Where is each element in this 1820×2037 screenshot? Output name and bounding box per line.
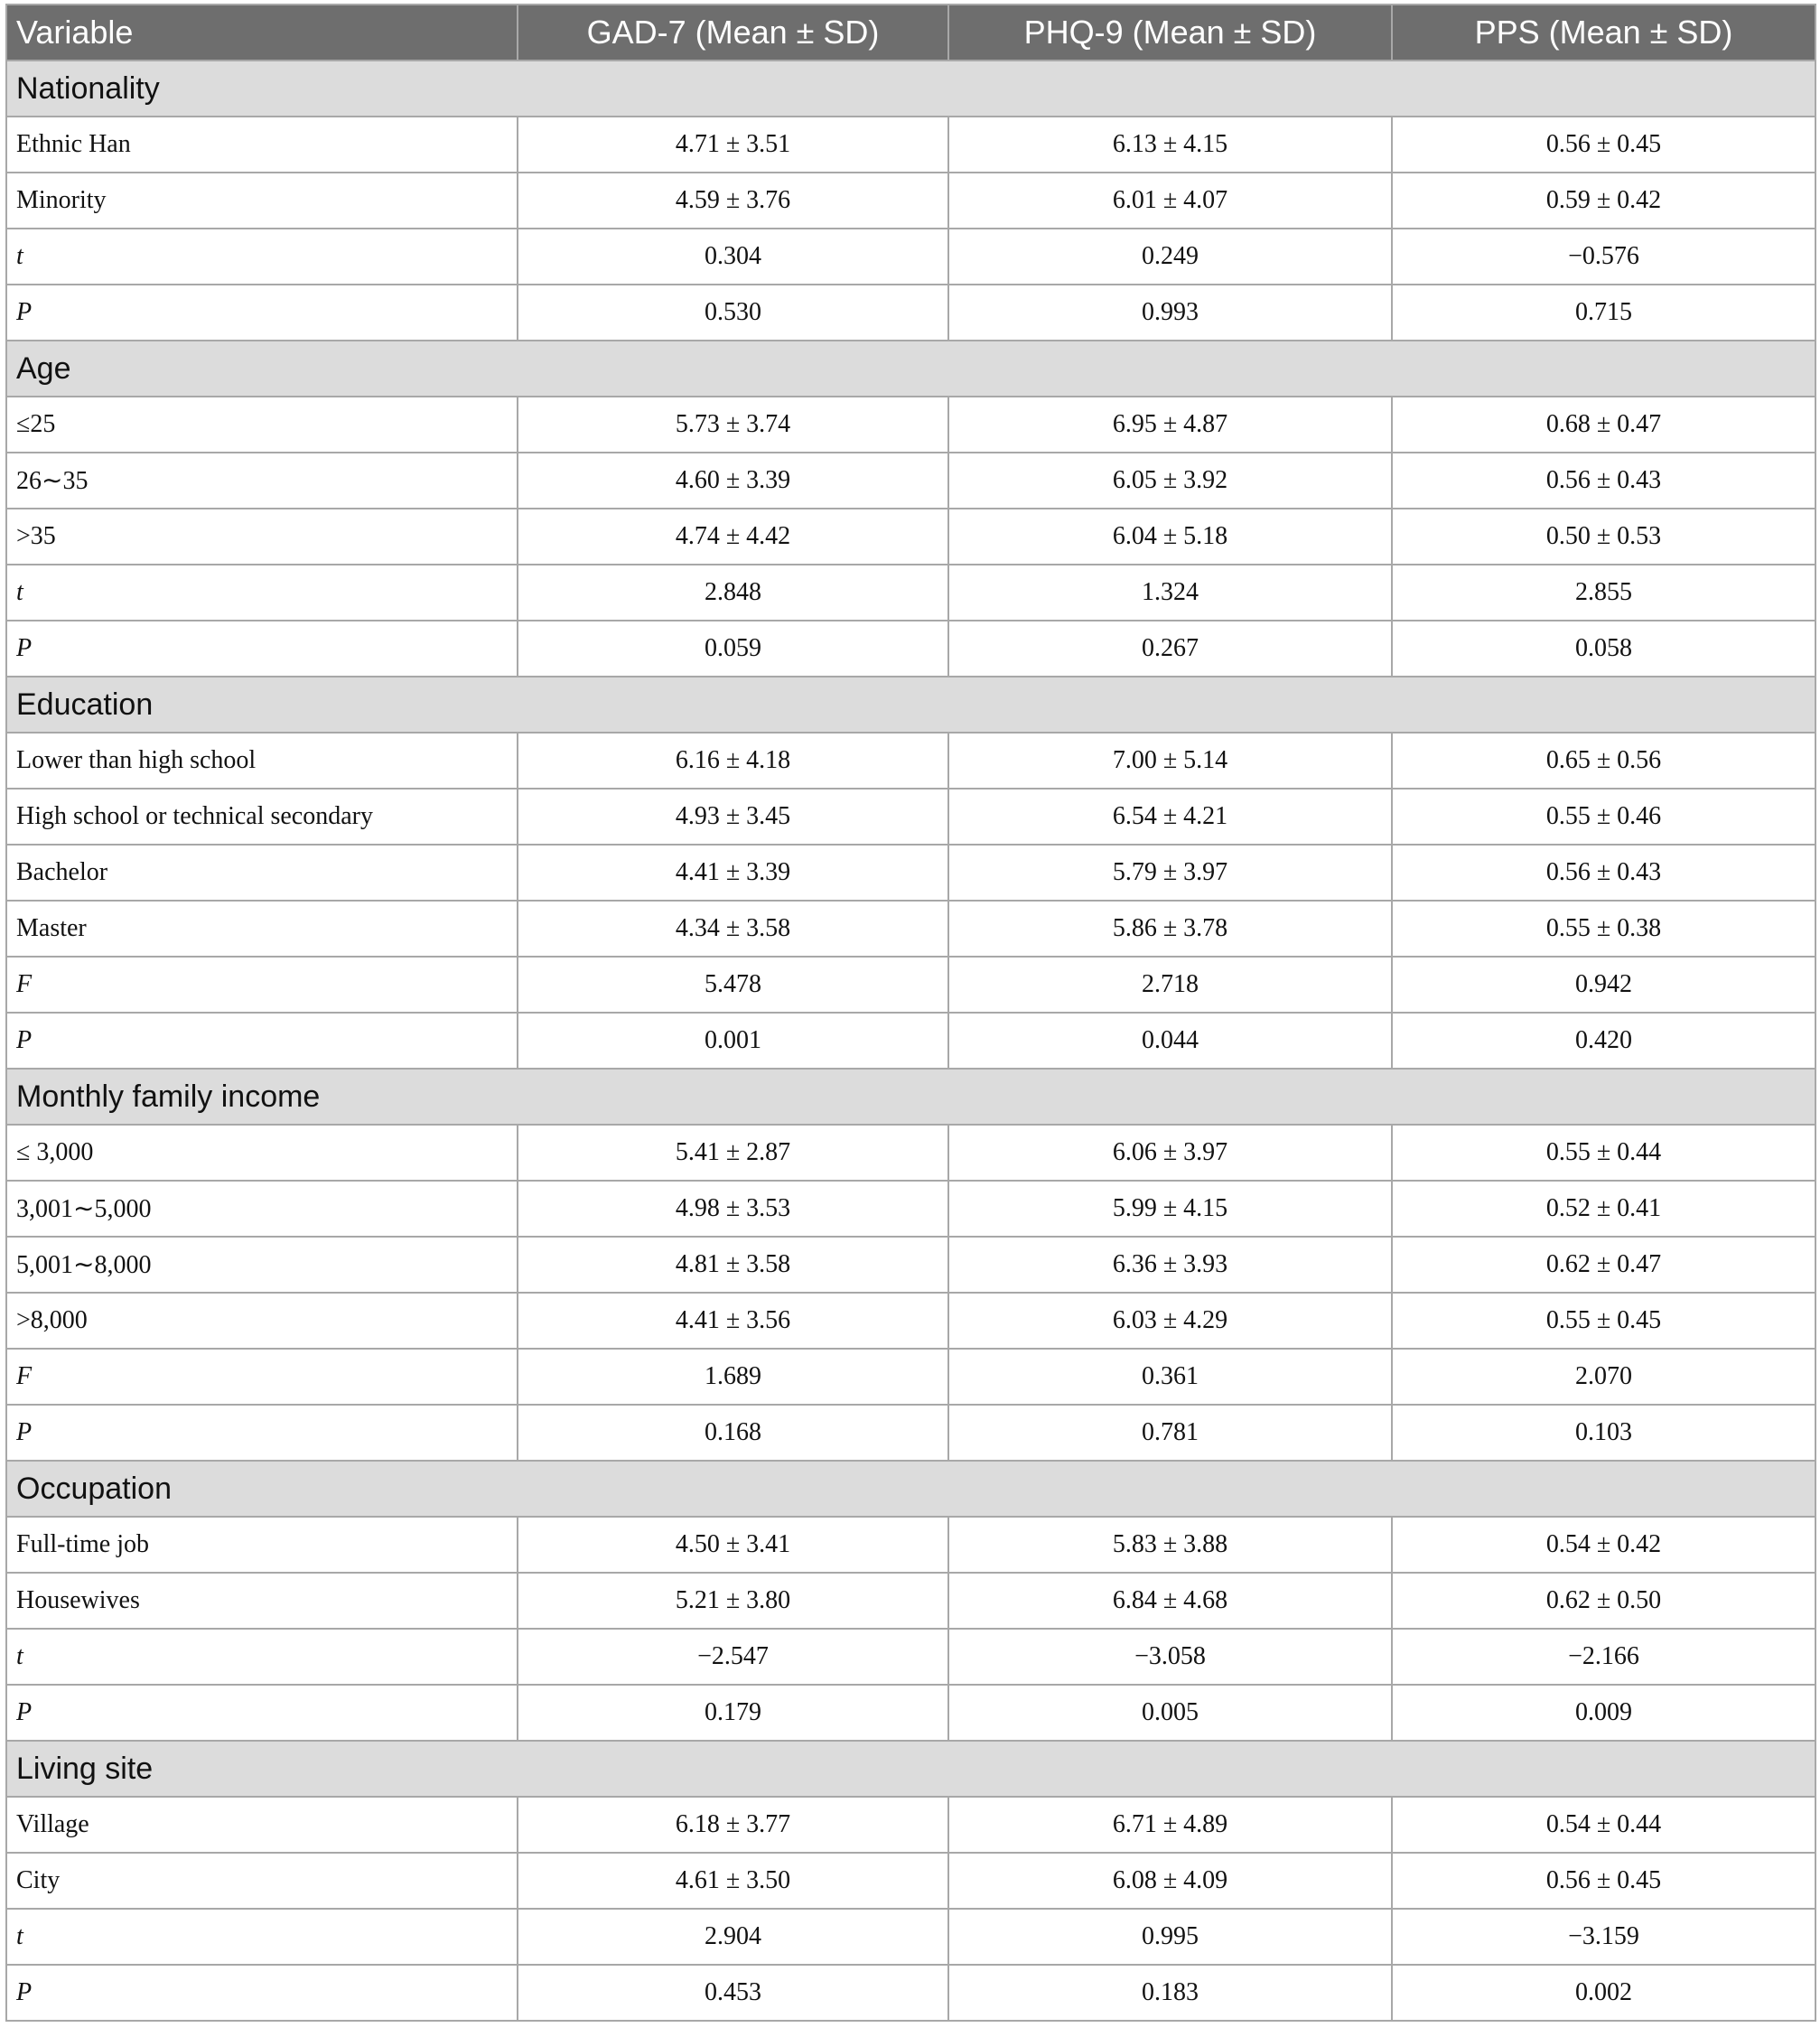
section-title: Living site bbox=[6, 1741, 1815, 1797]
row-label: Village bbox=[6, 1797, 518, 1853]
gad7-value: 4.41 ± 3.39 bbox=[518, 845, 948, 901]
gad7-value: 0.530 bbox=[518, 285, 948, 341]
phq9-value: 6.95 ± 4.87 bbox=[948, 397, 1392, 453]
table-row bbox=[6, 1909, 1815, 1965]
pps-value: 0.54 ± 0.44 bbox=[1392, 1797, 1815, 1853]
phq9-value: 0.183 bbox=[948, 1965, 1392, 2021]
row-label: ≤25 bbox=[6, 397, 518, 453]
table-row bbox=[6, 845, 1815, 901]
pps-value: 0.55 ± 0.38 bbox=[1392, 901, 1815, 957]
pps-value: 2.855 bbox=[1392, 565, 1815, 621]
pps-value: 0.56 ± 0.43 bbox=[1392, 845, 1815, 901]
phq9-value: 0.249 bbox=[948, 229, 1392, 285]
gad7-value: 5.41 ± 2.87 bbox=[518, 1125, 948, 1181]
section-row bbox=[6, 677, 1815, 733]
section-row bbox=[6, 1741, 1815, 1797]
section-row bbox=[6, 61, 1815, 117]
pps-value: 0.56 ± 0.45 bbox=[1392, 1853, 1815, 1909]
table-row bbox=[6, 733, 1815, 789]
pps-value: 0.058 bbox=[1392, 621, 1815, 677]
row-label: 5,001∼8,000 bbox=[6, 1237, 518, 1293]
section-title: Education bbox=[6, 677, 1815, 733]
row-label: P bbox=[6, 621, 518, 677]
row-label: 26∼35 bbox=[6, 453, 518, 509]
phq9-value: 6.06 ± 3.97 bbox=[948, 1125, 1392, 1181]
row-label: P bbox=[6, 1013, 518, 1069]
gad7-value: 4.81 ± 3.58 bbox=[518, 1237, 948, 1293]
phq9-value: 0.044 bbox=[948, 1013, 1392, 1069]
pps-value: −2.166 bbox=[1392, 1629, 1815, 1685]
phq9-value: 0.995 bbox=[948, 1909, 1392, 1965]
row-label: >35 bbox=[6, 509, 518, 565]
gad7-value: 1.689 bbox=[518, 1349, 948, 1405]
phq9-value: 5.79 ± 3.97 bbox=[948, 845, 1392, 901]
phq9-value: 6.03 ± 4.29 bbox=[948, 1293, 1392, 1349]
gad7-value: 4.61 ± 3.50 bbox=[518, 1853, 948, 1909]
table-row bbox=[6, 453, 1815, 509]
row-label: P bbox=[6, 285, 518, 341]
phq9-value: 7.00 ± 5.14 bbox=[948, 733, 1392, 789]
table-row bbox=[6, 397, 1815, 453]
table-row bbox=[6, 789, 1815, 845]
row-label: City bbox=[6, 1853, 518, 1909]
header-variable: Variable bbox=[6, 5, 518, 61]
pps-value: 0.55 ± 0.46 bbox=[1392, 789, 1815, 845]
pps-value: 0.009 bbox=[1392, 1685, 1815, 1741]
phq9-value: 6.54 ± 4.21 bbox=[948, 789, 1392, 845]
pps-value: 0.715 bbox=[1392, 285, 1815, 341]
table-row bbox=[6, 1797, 1815, 1853]
section-title: Occupation bbox=[6, 1461, 1815, 1517]
table-row bbox=[6, 1293, 1815, 1349]
gad7-value: 4.59 ± 3.76 bbox=[518, 173, 948, 229]
table-row bbox=[6, 1125, 1815, 1181]
gad7-value: 0.001 bbox=[518, 1013, 948, 1069]
phq9-value: 5.99 ± 4.15 bbox=[948, 1181, 1392, 1237]
pps-value: 0.59 ± 0.42 bbox=[1392, 173, 1815, 229]
pps-value: 0.52 ± 0.41 bbox=[1392, 1181, 1815, 1237]
table-row bbox=[6, 1013, 1815, 1069]
phq9-value: 5.86 ± 3.78 bbox=[948, 901, 1392, 957]
pps-value: 0.54 ± 0.42 bbox=[1392, 1517, 1815, 1573]
gad7-value: 4.74 ± 4.42 bbox=[518, 509, 948, 565]
pps-value: 0.68 ± 0.47 bbox=[1392, 397, 1815, 453]
pps-value: 0.65 ± 0.56 bbox=[1392, 733, 1815, 789]
row-label: Minority bbox=[6, 173, 518, 229]
table-header bbox=[6, 5, 1815, 61]
header-pps: PPS (Mean ± SD) bbox=[1392, 5, 1815, 61]
table-row bbox=[6, 1405, 1815, 1461]
row-label: ≤ 3,000 bbox=[6, 1125, 518, 1181]
table-row bbox=[6, 1181, 1815, 1237]
gad7-value: 5.21 ± 3.80 bbox=[518, 1573, 948, 1629]
table-row bbox=[6, 1685, 1815, 1741]
table-row bbox=[6, 1517, 1815, 1573]
gad7-value: 2.848 bbox=[518, 565, 948, 621]
section-title: Nationality bbox=[6, 61, 1815, 117]
pps-value: 0.50 ± 0.53 bbox=[1392, 509, 1815, 565]
phq9-value: 0.005 bbox=[948, 1685, 1392, 1741]
pps-value: 0.942 bbox=[1392, 957, 1815, 1013]
table-row bbox=[6, 957, 1815, 1013]
table-row bbox=[6, 901, 1815, 957]
table-row bbox=[6, 621, 1815, 677]
table-row bbox=[6, 1573, 1815, 1629]
phq9-value: 0.781 bbox=[948, 1405, 1392, 1461]
row-label: >8,000 bbox=[6, 1293, 518, 1349]
row-label: Ethnic Han bbox=[6, 117, 518, 173]
gad7-value: 4.34 ± 3.58 bbox=[518, 901, 948, 957]
row-label: t bbox=[6, 1629, 518, 1685]
phq9-value: 5.83 ± 3.88 bbox=[948, 1517, 1392, 1573]
gad7-value: 4.71 ± 3.51 bbox=[518, 117, 948, 173]
table-row bbox=[6, 173, 1815, 229]
phq9-value: 1.324 bbox=[948, 565, 1392, 621]
phq9-value: 6.71 ± 4.89 bbox=[948, 1797, 1392, 1853]
pps-value: 0.62 ± 0.50 bbox=[1392, 1573, 1815, 1629]
table-row bbox=[6, 509, 1815, 565]
row-label: Master bbox=[6, 901, 518, 957]
pps-value: 0.420 bbox=[1392, 1013, 1815, 1069]
table-row bbox=[6, 1853, 1815, 1909]
row-label: t bbox=[6, 1909, 518, 1965]
gad7-value: 0.168 bbox=[518, 1405, 948, 1461]
pps-value: 0.002 bbox=[1392, 1965, 1815, 2021]
phq9-value: 2.718 bbox=[948, 957, 1392, 1013]
phq9-value: −3.058 bbox=[948, 1629, 1392, 1685]
table-row bbox=[6, 117, 1815, 173]
gad7-value: 4.98 ± 3.53 bbox=[518, 1181, 948, 1237]
pps-value: 0.55 ± 0.44 bbox=[1392, 1125, 1815, 1181]
table-row bbox=[6, 1237, 1815, 1293]
gad7-value: 5.73 ± 3.74 bbox=[518, 397, 948, 453]
phq9-value: 0.993 bbox=[948, 285, 1392, 341]
pps-value: 0.55 ± 0.45 bbox=[1392, 1293, 1815, 1349]
gad7-value: 4.41 ± 3.56 bbox=[518, 1293, 948, 1349]
row-label: F bbox=[6, 1349, 518, 1405]
gad7-value: 6.18 ± 3.77 bbox=[518, 1797, 948, 1853]
gad7-value: 5.478 bbox=[518, 957, 948, 1013]
gad7-value: 4.93 ± 3.45 bbox=[518, 789, 948, 845]
table-row bbox=[6, 229, 1815, 285]
table-row bbox=[6, 1629, 1815, 1685]
table-row bbox=[6, 1965, 1815, 2021]
row-label: 3,001∼5,000 bbox=[6, 1181, 518, 1237]
phq9-value: 6.04 ± 5.18 bbox=[948, 509, 1392, 565]
section-title: Age bbox=[6, 341, 1815, 397]
pps-value: 2.070 bbox=[1392, 1349, 1815, 1405]
gad7-value: 4.60 ± 3.39 bbox=[518, 453, 948, 509]
phq9-value: 6.08 ± 4.09 bbox=[948, 1853, 1392, 1909]
section-title: Monthly family income bbox=[6, 1069, 1815, 1125]
phq9-value: 0.267 bbox=[948, 621, 1392, 677]
table-body bbox=[6, 61, 1815, 2021]
phq9-value: 6.84 ± 4.68 bbox=[948, 1573, 1392, 1629]
gad7-value: −2.547 bbox=[518, 1629, 948, 1685]
gad7-value: 0.179 bbox=[518, 1685, 948, 1741]
gad7-value: 6.16 ± 4.18 bbox=[518, 733, 948, 789]
section-row bbox=[6, 1069, 1815, 1125]
gad7-value: 4.50 ± 3.41 bbox=[518, 1517, 948, 1573]
row-label: Lower than high school bbox=[6, 733, 518, 789]
row-label: P bbox=[6, 1405, 518, 1461]
gad7-value: 0.453 bbox=[518, 1965, 948, 2021]
row-label: Full-time job bbox=[6, 1517, 518, 1573]
phq9-value: 6.13 ± 4.15 bbox=[948, 117, 1392, 173]
row-label: Bachelor bbox=[6, 845, 518, 901]
header-phq9: PHQ-9 (Mean ± SD) bbox=[948, 5, 1392, 61]
row-label: P bbox=[6, 1965, 518, 2021]
pps-value: 0.56 ± 0.43 bbox=[1392, 453, 1815, 509]
row-label: High school or technical secondary bbox=[6, 789, 518, 845]
phq9-value: 6.05 ± 3.92 bbox=[948, 453, 1392, 509]
row-label: t bbox=[6, 565, 518, 621]
data-table bbox=[5, 4, 1816, 2022]
section-row bbox=[6, 341, 1815, 397]
gad7-value: 0.304 bbox=[518, 229, 948, 285]
row-label: F bbox=[6, 957, 518, 1013]
table-row bbox=[6, 565, 1815, 621]
header-row bbox=[6, 5, 1815, 61]
phq9-value: 0.361 bbox=[948, 1349, 1392, 1405]
pps-value: 0.103 bbox=[1392, 1405, 1815, 1461]
pps-value: −3.159 bbox=[1392, 1909, 1815, 1965]
gad7-value: 0.059 bbox=[518, 621, 948, 677]
phq9-value: 6.01 ± 4.07 bbox=[948, 173, 1392, 229]
pps-value: −0.576 bbox=[1392, 229, 1815, 285]
phq9-value: 6.36 ± 3.93 bbox=[948, 1237, 1392, 1293]
row-label: t bbox=[6, 229, 518, 285]
pps-value: 0.56 ± 0.45 bbox=[1392, 117, 1815, 173]
pps-value: 0.62 ± 0.47 bbox=[1392, 1237, 1815, 1293]
header-gad7: GAD-7 (Mean ± SD) bbox=[518, 5, 948, 61]
table-row bbox=[6, 285, 1815, 341]
table-row bbox=[6, 1349, 1815, 1405]
row-label: Housewives bbox=[6, 1573, 518, 1629]
gad7-value: 2.904 bbox=[518, 1909, 948, 1965]
section-row bbox=[6, 1461, 1815, 1517]
row-label: P bbox=[6, 1685, 518, 1741]
